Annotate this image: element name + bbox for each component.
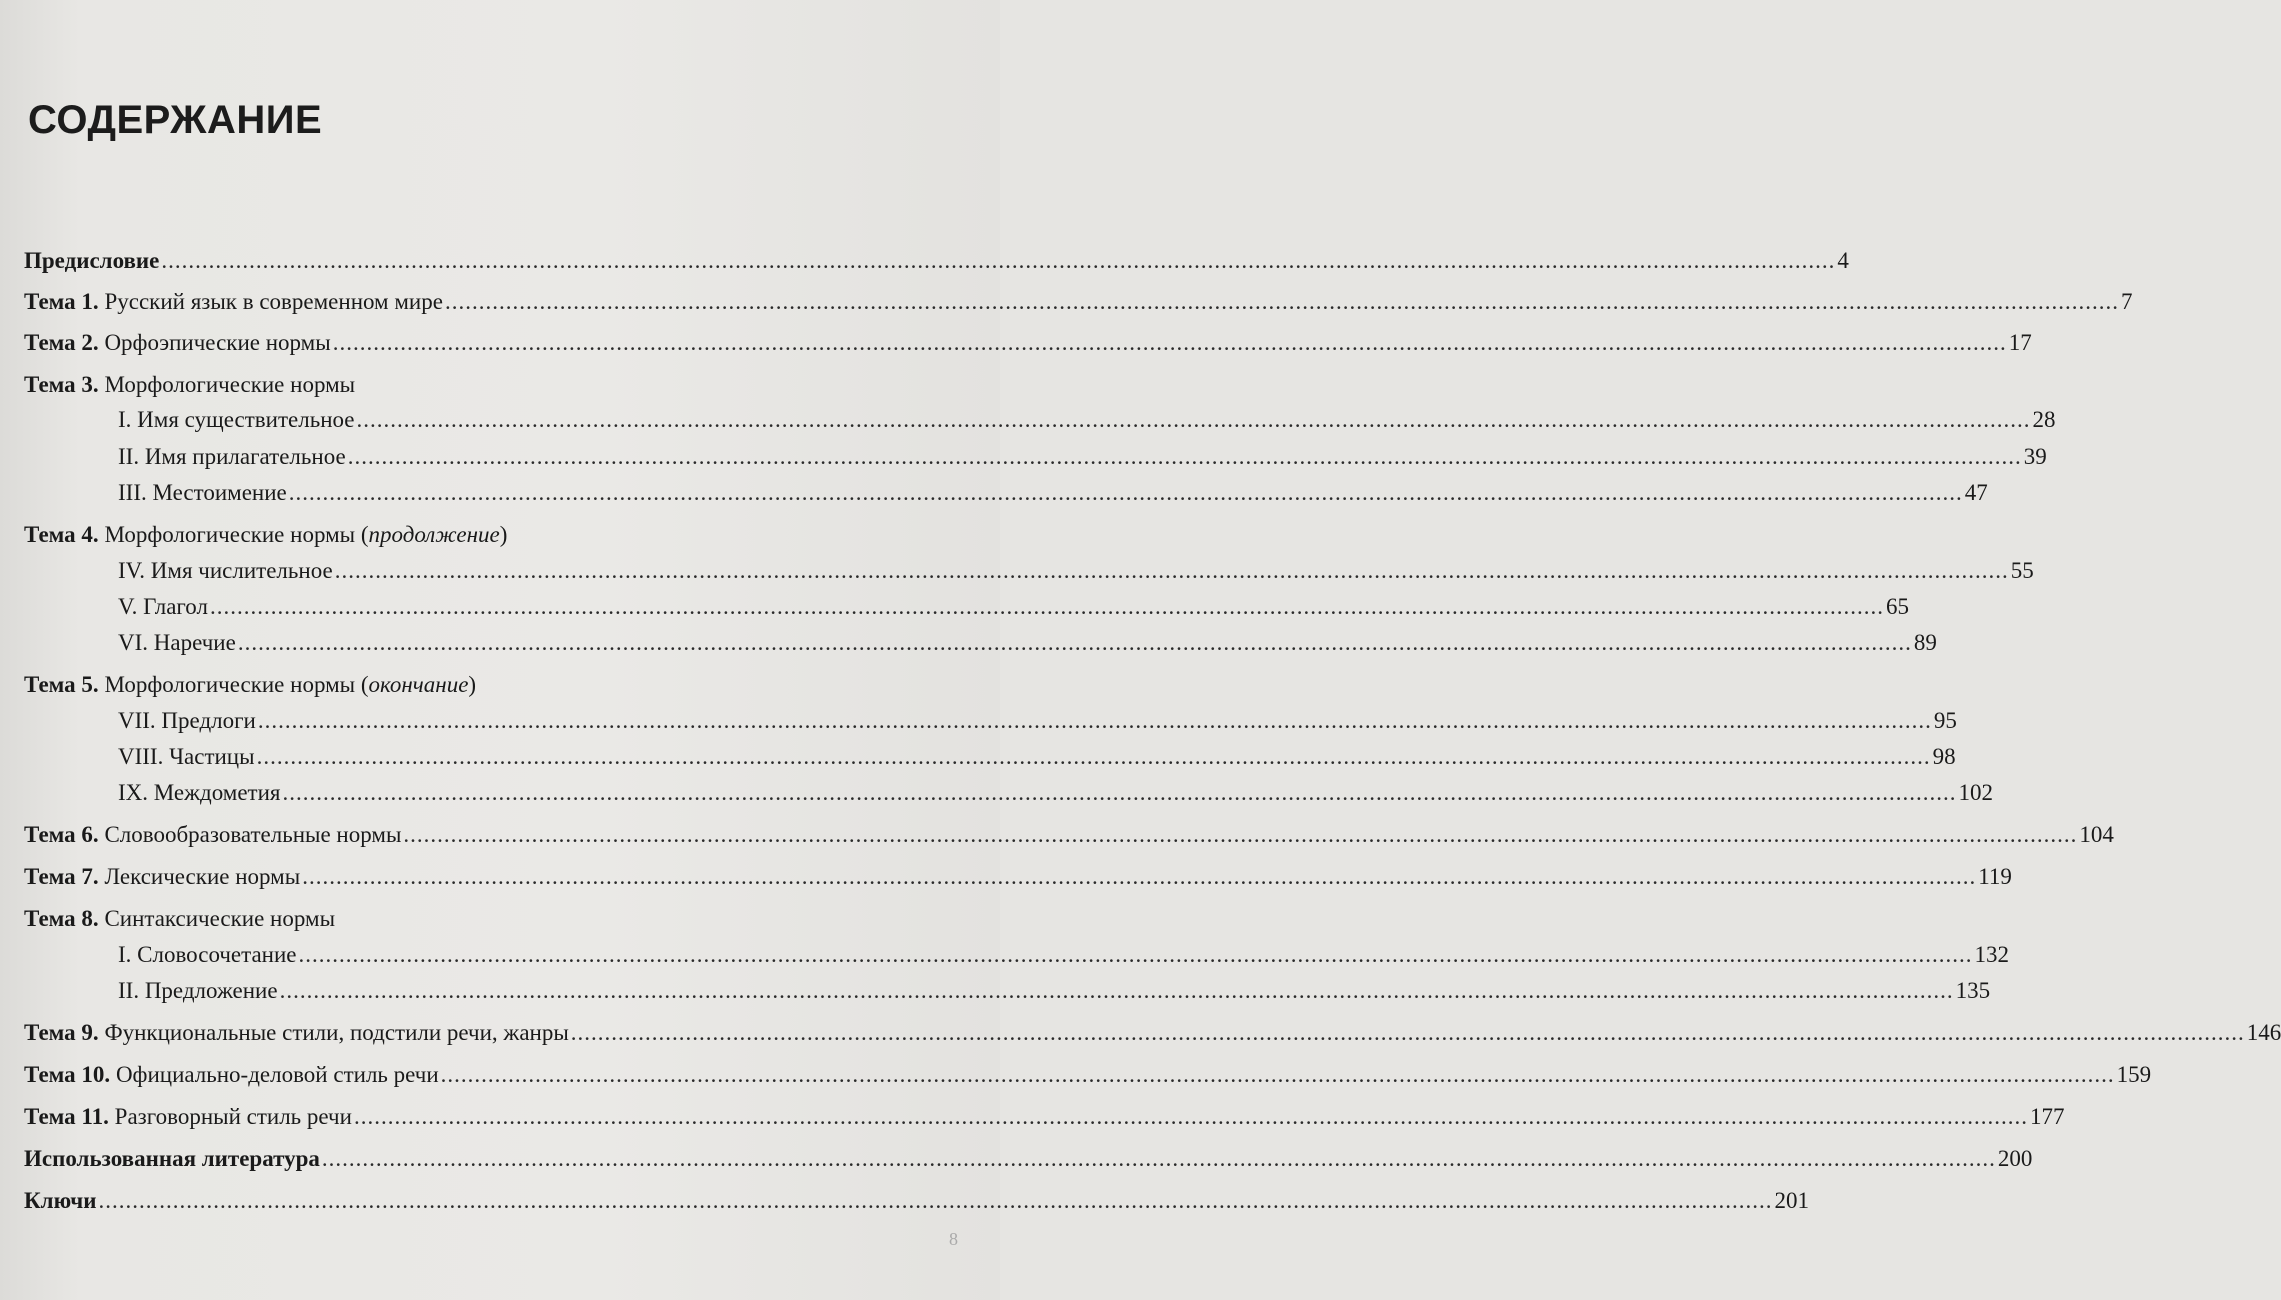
leader-dots	[403, 818, 2077, 852]
toc-subentry[interactable]	[24, 704, 1957, 738]
toc-entry-page: 55	[2010, 558, 2034, 583]
toc-entry-page: 119	[1978, 864, 2012, 889]
topic-number: Тема 7.	[24, 864, 99, 889]
leader-dots	[322, 1142, 1996, 1176]
toc-entry-topic-1[interactable]	[24, 285, 2133, 319]
toc-entry-page: 39	[2023, 444, 2047, 469]
toc-entry-page: 17	[2008, 330, 2032, 355]
toc-entry-label: Ключи	[24, 1188, 97, 1213]
toc-entry-page: 4	[1837, 248, 1849, 273]
topic-number: Тема 4.	[24, 522, 99, 547]
toc-entry-page: 146	[2246, 1020, 2281, 1045]
leader-dots	[210, 590, 1884, 624]
toc-subentry[interactable]	[24, 776, 1993, 810]
toc-entry-label: III. Местоимение	[118, 480, 287, 505]
toc-entry-label: Функциональные стили, подстили речи, жанры	[104, 1020, 569, 1045]
toc-entry-page: 104	[2079, 822, 2114, 847]
leader-dots	[445, 285, 2119, 319]
toc-subentry[interactable]	[24, 476, 1988, 510]
toc-entry-topic-2[interactable]	[24, 326, 2032, 360]
toc-entry-page: 159	[2116, 1062, 2152, 1087]
toc-entry-topic-3[interactable]	[24, 368, 944, 402]
toc-entry-page: 28	[2032, 407, 2056, 432]
leader-dots	[280, 974, 1954, 1008]
toc-entry-label: Официально-деловой стиль речи	[115, 1062, 439, 1087]
toc-entry-topic-5[interactable]: Тема 5. Морфологические нормы (окончание)	[24, 672, 477, 697]
toc-entry-label: V. Глагол	[118, 594, 208, 619]
leader-dots	[299, 938, 1973, 972]
toc-entry-label: Словообразовательные нормы	[104, 822, 402, 847]
leader-dots	[257, 740, 1931, 774]
toc-entry-page: 65	[1885, 594, 1909, 619]
toc-entry-page: 102	[1958, 780, 1993, 805]
leader-dots	[333, 326, 2007, 360]
toc-entry-page: 47	[1964, 480, 1988, 505]
leader-dots	[282, 776, 1956, 810]
toc-entry-page: 200	[1997, 1146, 2033, 1171]
toc-entry-page: 98	[1932, 744, 1956, 769]
toc-subentry[interactable]	[24, 554, 2034, 588]
topic-number: Тема 1.	[24, 289, 99, 314]
toc-subentry[interactable]	[24, 403, 2056, 437]
toc-subentry[interactable]	[24, 590, 1909, 624]
toc-entry-label: Орфоэпические нормы	[104, 330, 331, 355]
toc-entry-page: 177	[2029, 1104, 2065, 1129]
toc-entry-page: 201	[1774, 1188, 1810, 1213]
leader-dots	[99, 1184, 1773, 1218]
toc-entry-keys[interactable]	[24, 1184, 1810, 1218]
toc-entry-label: II. Предложение	[118, 978, 278, 1003]
leader-dots	[348, 440, 2022, 474]
toc-entry-label: I. Словосочетание	[118, 942, 297, 967]
toc-subentry[interactable]	[24, 440, 2047, 474]
toc-entry-label: Морфологические нормы (	[104, 522, 369, 547]
toc-entry-note: продолжение	[368, 522, 500, 547]
toc-entry-label: Русский язык в современном мире	[104, 289, 443, 314]
topic-number: Тема 3.	[24, 372, 99, 397]
toc-entry-label: Морфологические нормы	[104, 372, 356, 397]
topic-number: Тема 9.	[24, 1020, 99, 1045]
leader-dots	[335, 554, 2009, 588]
toc-entry-page: 95	[1933, 708, 1957, 733]
toc-entry-label: IX. Междометия	[118, 780, 281, 805]
toc-entry-topic-9[interactable]	[24, 1016, 2281, 1050]
leader-dots	[161, 244, 1835, 278]
topic-number: Тема 10.	[24, 1062, 111, 1087]
toc-entry-label: IV. Имя числительное	[118, 558, 333, 583]
toc-entry-label: VII. Предлоги	[118, 708, 256, 733]
toc-entry-page: 135	[1955, 978, 1991, 1003]
page-title: СОДЕРЖАНИЕ	[28, 98, 323, 142]
page-number: 8	[949, 1229, 958, 1249]
topic-number: Тема 6.	[24, 822, 99, 847]
leader-dots	[354, 1100, 2028, 1134]
toc-entry-label: Использованная литература	[24, 1146, 320, 1171]
leader-dots	[289, 476, 1963, 510]
toc-subentry[interactable]	[24, 626, 1937, 660]
toc-entry-topic-6[interactable]	[24, 818, 2114, 852]
toc-entry-page: 89	[1913, 630, 1937, 655]
toc-entry-bibliography[interactable]	[24, 1142, 2033, 1176]
leader-dots	[441, 1058, 2115, 1092]
toc-entry-topic-10[interactable]	[24, 1058, 2152, 1092]
leader-dots	[302, 860, 1976, 894]
leader-dots	[238, 626, 1912, 660]
toc-subentry[interactable]	[24, 974, 1991, 1008]
topic-number: Тема 5.	[24, 672, 99, 697]
leader-dots	[258, 704, 1932, 738]
toc-subentry[interactable]	[24, 740, 1956, 774]
leader-dots	[571, 1016, 2245, 1050]
toc-entry-label: II. Имя прилагательное	[118, 444, 346, 469]
toc-entry-label: Предисловие	[24, 248, 160, 273]
toc-entry-topic-8[interactable]	[24, 902, 944, 936]
toc-entry-topic-11[interactable]	[24, 1100, 2065, 1134]
toc-entry-label: Разговорный стиль речи	[114, 1104, 352, 1129]
toc-entry-topic-7[interactable]	[24, 860, 2012, 894]
toc-entry-label: VI. Наречие	[118, 630, 236, 655]
toc-subentry[interactable]	[24, 938, 2010, 972]
toc-entry-page: 7	[2120, 289, 2133, 314]
topic-number: Тема 11.	[24, 1104, 109, 1129]
toc-entry-label: VIII. Частицы	[118, 744, 255, 769]
toc-entry-preface[interactable]	[24, 244, 1849, 278]
topic-number: Тема 2.	[24, 330, 99, 355]
toc-entry-note: окончание	[368, 672, 469, 697]
leader-dots	[357, 403, 2031, 437]
topic-number: Тема 8.	[24, 906, 99, 931]
toc-entry-page: 132	[1974, 942, 2010, 967]
toc-entry-label: Морфологические нормы (	[104, 672, 369, 697]
toc-entry-label: Лексические нормы	[104, 864, 301, 889]
toc-entry-label: I. Имя существительное	[118, 407, 355, 432]
toc-entry-topic-4[interactable]: Тема 4. Морфологические нормы (продолжение)	[24, 522, 508, 547]
toc-entry-label: Синтаксические нормы	[104, 906, 336, 931]
